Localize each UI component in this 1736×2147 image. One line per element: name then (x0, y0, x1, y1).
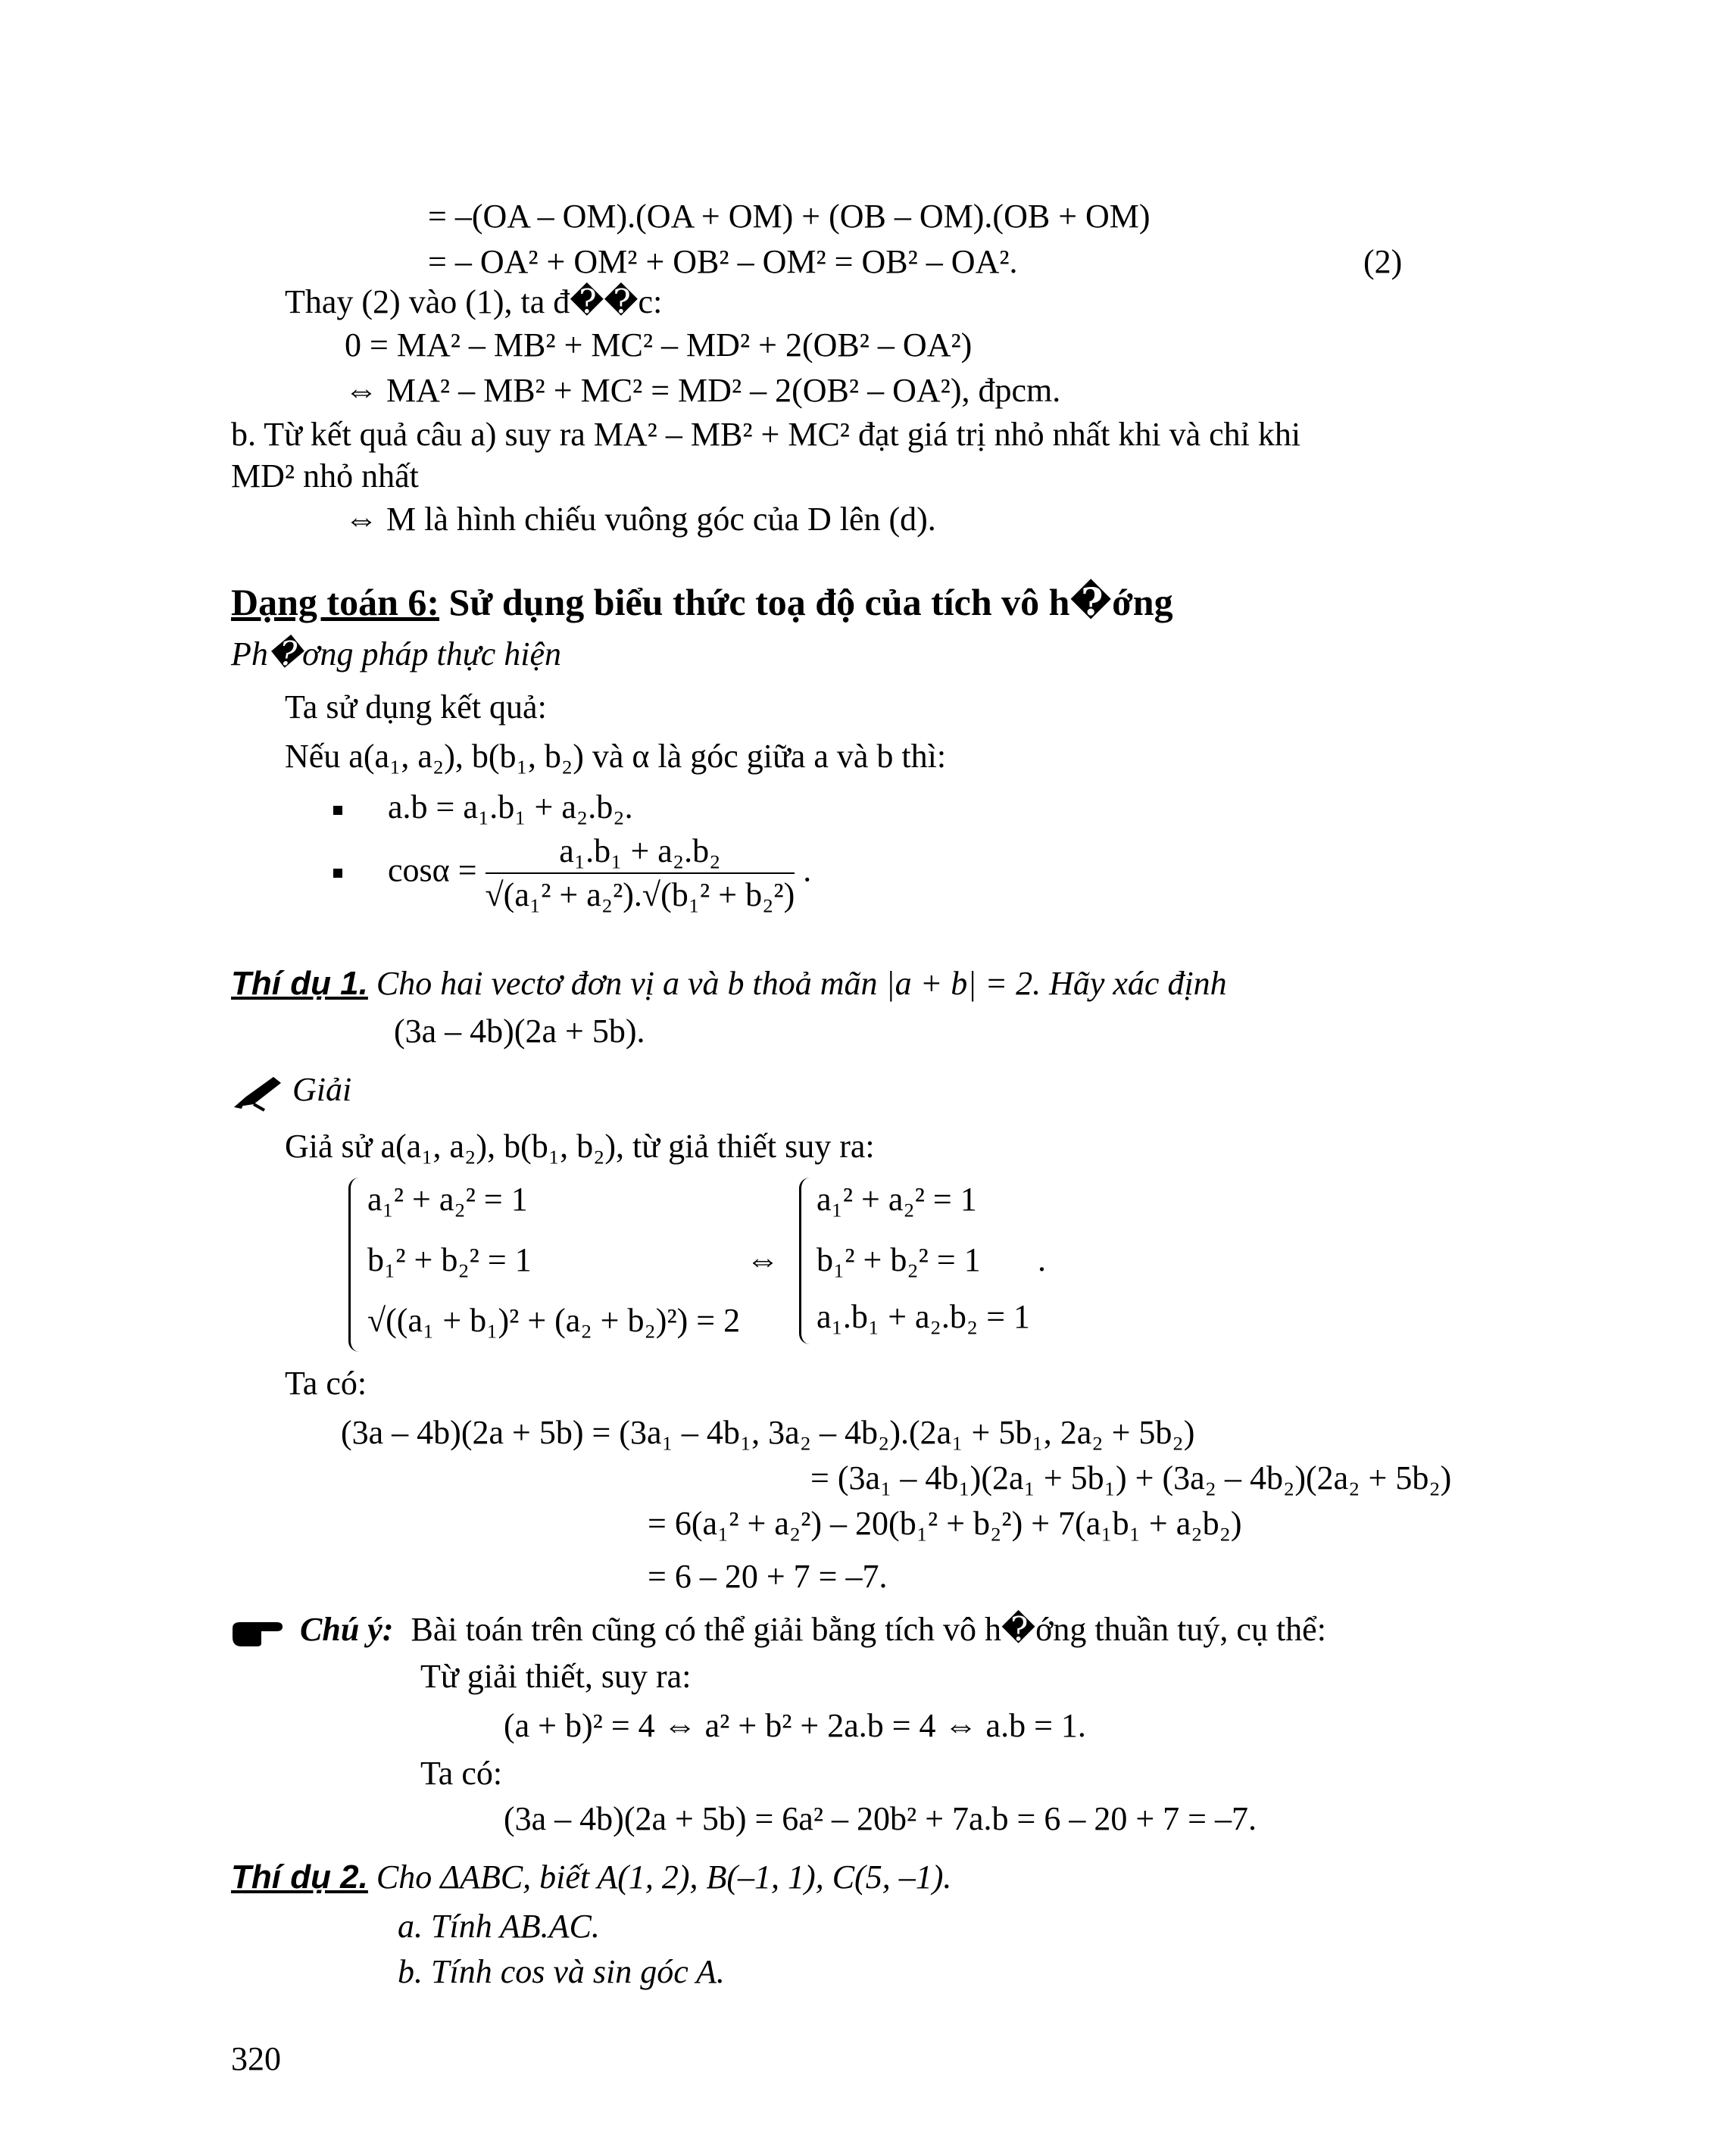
formula-cos: cosα = $\frac{\text{a₁.b₁ + a₂.b₂}}{\text{√(a₁² + a₂²).√(b₁² + b₂²)}}$ . (333, 833, 811, 914)
note-line-3: Ta có: (420, 1755, 503, 1792)
note-line-1: Từ giải thiết, suy ra: (420, 1658, 692, 1695)
calc-3: = 6(a₁² + a₂²) – 20(b₁² + b₂²) + 7(a₁b₁ + a₂b₂) (648, 1505, 1242, 1542)
calc-2: = (3a₁ – 4b₁)(2a₁ + 5b₁) + (3a₂ – 4b₂)(2a₂ + 5b₂) (810, 1459, 1452, 1496)
proof-line-4: 0 = MA² – MB² + MC² – MD² + 2(OB² – OA²) (345, 326, 973, 364)
sys-right-2: b₁² + b₂² = 1 (816, 1241, 981, 1278)
proof-line-1: = –(OA – OM).(OA + OM) + (OB – OM).(OB + OM) (428, 198, 1151, 235)
sys-right-1: a₁² + a₂² = 1 (816, 1181, 977, 1218)
assume-line: Giả sử a(a₁, a₂), b(b₁, b₂), từ giả thiết suy ra: (285, 1128, 875, 1165)
example-1-text: Cho hai vectơ đơn vị a và b thoả mãn |a + b| = 2. Hãy xác định (376, 965, 1227, 1002)
note-label: Chú ý: (300, 1611, 394, 1648)
example-1-label: Thí dụ 1. (231, 965, 368, 1002)
part-b-conclusion: ⇔ M là hình chiếu vuông góc của D lên (d). (345, 501, 936, 538)
sys-left-1: a₁² + a₂² = 1 (367, 1181, 528, 1218)
left-brace (348, 1178, 363, 1352)
right-brace (799, 1178, 813, 1344)
cos-numerator: a₁.b₁ + a₂.b₂ (486, 833, 795, 874)
page-number: 320 (231, 2040, 281, 2077)
pencil-icon (231, 1074, 284, 1112)
pointing-hand-icon (231, 1618, 284, 1648)
section-label: Dạng toán 6: (231, 581, 440, 623)
intro-text: Ta sử dụng kết quả: (285, 688, 547, 726)
proof-line-3: Thay (2) vào (1), ta đ��c: (285, 283, 663, 320)
formula-dot-product (333, 789, 633, 825)
section-title: Sử dụng biểu thức toạ độ của tích vô h�ớng (448, 581, 1173, 623)
example-2-label: Thí dụ 2. (231, 1858, 368, 1896)
example-2-text: Cho ΔABC, biết A(1, 2), B(–1, 1), C(5, –1). (376, 1858, 952, 1896)
bullet-icon (333, 806, 342, 815)
part-b: b. Từ kết quả câu a) suy ra MA² – MB² + MC² đạt giá trị nhỏ nhất khi và chỉ khi (231, 416, 1301, 453)
section-heading (231, 582, 1173, 623)
equiv-symbol: ⇔ (746, 1241, 779, 1278)
example-2-part-a: a. Tính AB.AC. (398, 1908, 600, 1945)
bullet-icon (333, 869, 342, 878)
cos-fraction (486, 833, 795, 914)
example-2-part-b: b. Tính cos và sin góc A. (398, 1953, 725, 1990)
cos-lhs: cosα = (388, 851, 477, 889)
note-heading (231, 1612, 1326, 1648)
proof-line-5: ⇔ MA² – MB² + MC² = MD² – 2(OB² – OA²), đpcm. (345, 372, 1061, 409)
note-text: Bài toán trên cũng có thể giải bằng tích vô h�ớng thuần tuý, cụ thể: (411, 1611, 1326, 1648)
proof-line-2: = – OA² + OM² + OB² – OM² = OB² – OA². (428, 243, 1018, 280)
note-line-2: (a + b)² = 4 ⇔ a² + b² + 2a.b = 4 ⇔ a.b = 1. (504, 1707, 1086, 1744)
solution-heading (231, 1072, 351, 1112)
example-2-heading (231, 1859, 951, 1896)
equation-tag-2: (2) (1363, 243, 1403, 280)
example-1-heading (231, 966, 1227, 1002)
sys-left-2: b₁² + b₂² = 1 (367, 1241, 532, 1278)
example-1-expression: (3a – 4b)(2a + 5b). (394, 1013, 645, 1050)
sys-left-3: √((a₁ + b₁)² + (a₂ + b₂)²) = 2 (367, 1302, 741, 1339)
formula-dot-text: a.b = a₁.b₁ + a₂.b₂. (388, 788, 633, 825)
sys-right-3: a₁.b₁ + a₂.b₂ = 1 (816, 1298, 1031, 1335)
if-line: Nếu a(a₁, a₂), b(b₁, b₂) và α là góc giữa a và b thì: (285, 738, 947, 775)
sys-end: . (1038, 1241, 1046, 1278)
taco-1: Ta có: (285, 1365, 367, 1402)
calc-1: (3a – 4b)(2a + 5b) = (3a₁ – 4b₁, 3a₂ – 4b₂).(2a₁ + 5b₁, 2a₂ + 5b₂) (341, 1414, 1195, 1451)
note-line-4: (3a – 4b)(2a + 5b) = 6a² – 20b² + 7a.b = 6 – 20 + 7 = –7. (504, 1800, 1257, 1837)
method-heading: Ph�ơng pháp thực hiện (231, 635, 561, 672)
calc-4: = 6 – 20 + 7 = –7. (648, 1558, 888, 1595)
part-b-cont: MD² nhỏ nhất (231, 457, 419, 495)
cos-denominator: √(a₁² + a₂²).√(b₁² + b₂²) (485, 876, 795, 914)
solution-label: Giải (292, 1071, 352, 1108)
